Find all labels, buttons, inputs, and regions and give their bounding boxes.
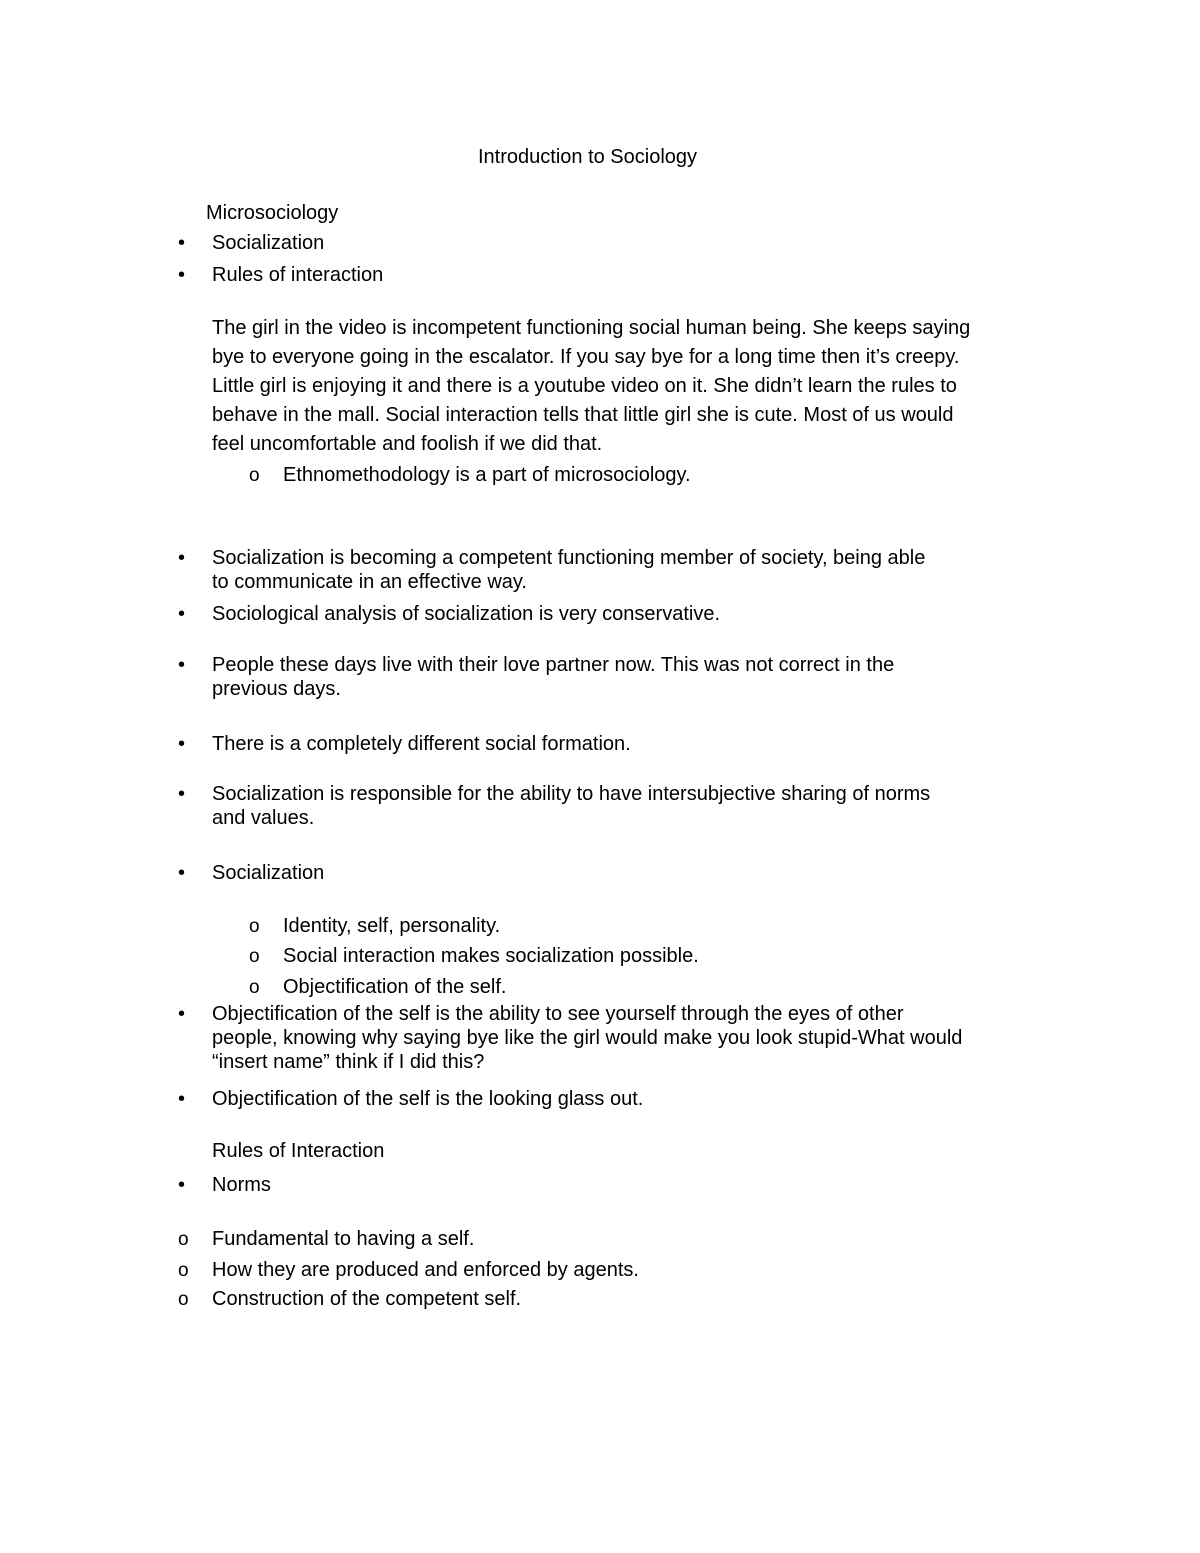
bullet-social-formation: There is a completely different social formation.: [212, 733, 631, 755]
bullet-line: to communicate in an effective way.: [212, 571, 527, 593]
document-title: Introduction to Sociology: [478, 146, 698, 168]
sub-identity: Identity, self, personality.: [283, 915, 501, 937]
video-paragraph: [212, 314, 970, 459]
bullet-norms: Norms: [212, 1174, 271, 1196]
bullet-line: Objectification of the self is the ability to see yourself through the eyes of other: [212, 1003, 904, 1025]
bullet-intersubjective: [212, 782, 930, 830]
bullet-marker: •: [178, 783, 186, 805]
sub-bullet-marker: o: [249, 916, 260, 937]
sub-bullet-marker: o: [249, 977, 260, 998]
bullet-line: and values.: [212, 807, 315, 829]
sub-bullet-marker: o: [249, 946, 260, 967]
microsociology-heading: Microsociology: [206, 202, 339, 224]
rules-heading: Rules of Interaction: [212, 1140, 385, 1162]
bullet-marker: •: [178, 1088, 186, 1110]
bullet-socialization-heading: Socialization: [212, 862, 325, 884]
sub-bullet-marker: o: [178, 1260, 189, 1281]
bullet-line: People these days live with their love partner now. This was not correct in the: [212, 654, 895, 676]
bullet-rules-of-interaction: Rules of interaction: [212, 264, 384, 286]
sub-fundamental: Fundamental to having a self.: [212, 1228, 475, 1250]
bullet-socialization: Socialization: [212, 232, 325, 254]
sub-bullet-marker: o: [178, 1289, 189, 1310]
bullet-marker: •: [178, 654, 186, 676]
paragraph-line: behave in the mall. Social interaction tells that little girl she is cute. Most of us would: [212, 404, 954, 426]
bullet-sociological-analysis: Sociological analysis of socialization is very conservative.: [212, 603, 721, 625]
bullet-marker: •: [178, 733, 186, 755]
bullet-line: Socialization is responsible for the ability to have intersubjective sharing of norms: [212, 783, 931, 805]
bullet-line: Socialization is becoming a competent functioning member of society, being able: [212, 547, 926, 569]
sub-produced-enforced: How they are produced and enforced by agents.: [212, 1259, 639, 1281]
paragraph-line: Little girl is enjoying it and there is a youtube video on it. She didn’t learn the rules to: [212, 375, 957, 397]
sub-bullet-marker: o: [249, 465, 260, 486]
bullet-line: previous days.: [212, 678, 341, 700]
bullet-marker: •: [178, 862, 186, 884]
sub-bullet-marker: o: [178, 1229, 189, 1250]
bullet-socialization-definition: [212, 546, 925, 594]
sub-ethnomethodology: Ethnomethodology is a part of microsociology.: [283, 464, 691, 486]
sub-objectification: Objectification of the self.: [283, 976, 507, 998]
bullet-marker: •: [178, 1003, 186, 1025]
bullet-marker: •: [178, 603, 186, 625]
bullet-marker: •: [178, 1174, 186, 1196]
bullet-objectification-ability: [212, 1002, 962, 1074]
bullet-line: people, knowing why saying bye like the girl would make you look stupid-What would: [212, 1027, 963, 1049]
bullet-looking-glass: Objectification of the self is the looking glass out.: [212, 1088, 644, 1110]
sub-competent-self: Construction of the competent self.: [212, 1288, 522, 1310]
paragraph-line: The girl in the video is incompetent functioning social human being. She keeps saying: [212, 317, 971, 339]
bullet-marker: •: [178, 547, 186, 569]
bullet-line: “insert name” think if I did this?: [212, 1051, 485, 1073]
sub-social-interaction: Social interaction makes socialization possible.: [283, 945, 699, 967]
paragraph-line: bye to everyone going in the escalator. If you say bye for a long time then it’s creepy.: [212, 346, 960, 368]
bullet-love-partner: [212, 653, 894, 701]
bullet-marker: •: [178, 232, 186, 254]
paragraph-line: feel uncomfortable and foolish if we did that.: [212, 433, 603, 455]
bullet-marker: •: [178, 264, 186, 286]
